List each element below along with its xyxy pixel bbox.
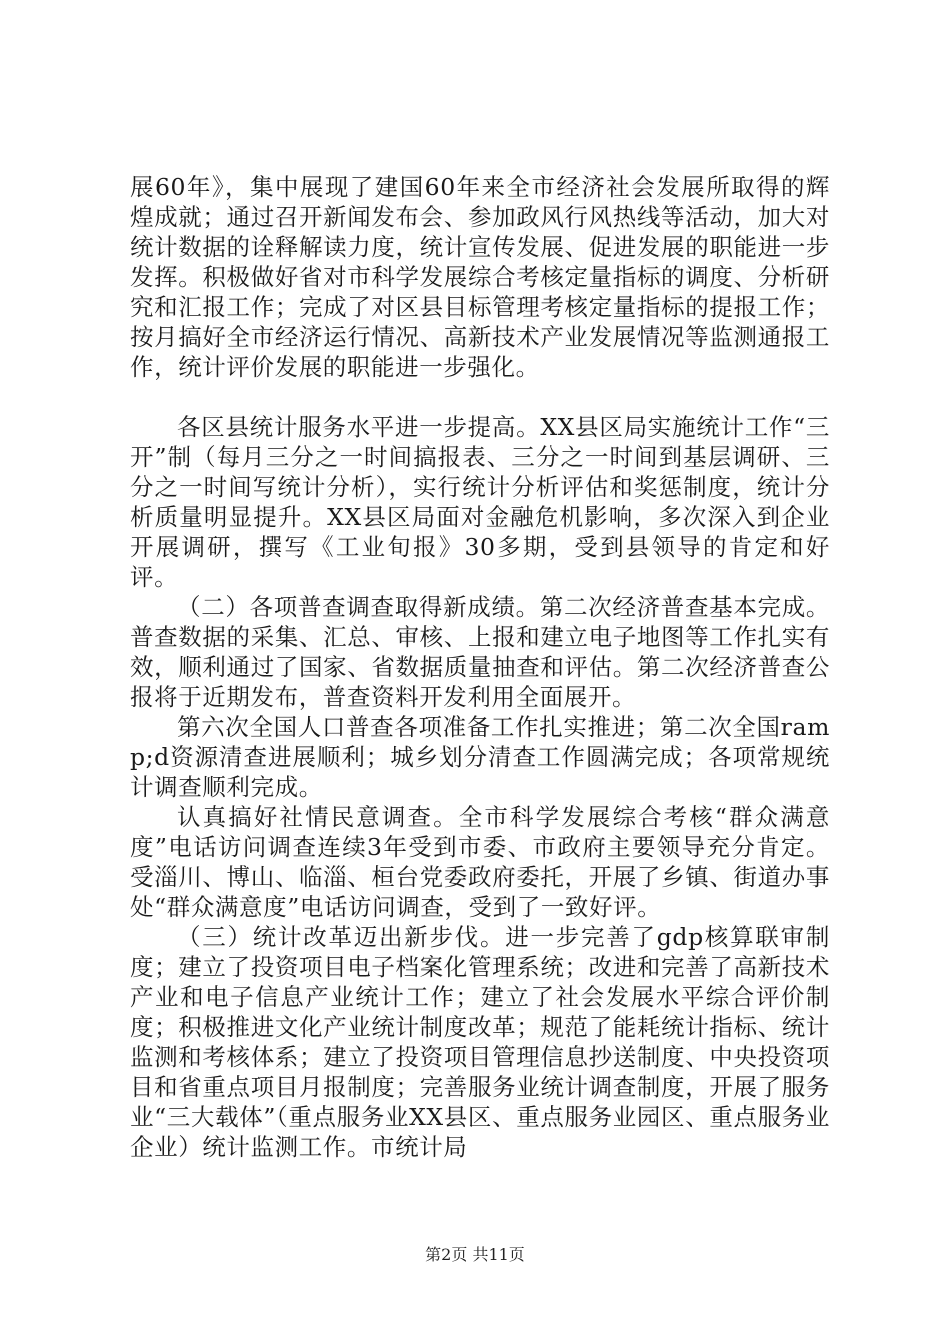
- document-body: [130, 172, 830, 1162]
- paragraph-population-census: 第六次全国人口普查各项准备工作扎实推进；第二次全国ramp;d资源清查进展顺利；城乡划分清查工作圆满完成；各项常规统计调查顺利完成。: [130, 713, 830, 801]
- paragraph-census-achievements: （二）各项普查调查取得新成绩。第二次经济普查基本完成。普查数据的采集、汇总、审核、上报和建立电子地图等工作扎实有效，顺利通过了国家、省数据质量抽查和评估。第二次经济普查公报将于近期发布，普查资料开发利用全面展开。: [130, 593, 830, 711]
- paragraph-gap: [130, 382, 830, 412]
- paragraph-statistics-reform: （三）统计改革迈出新步伐。进一步完善了gdp核算联审制度；建立了投资项目电子档案化管理系统；改进和完善了高新技术产业和电子信息产业统计工作；建立了社会发展水平综合评价制度；积极推进文化产业统计制度改革；规范了能耗统计指标、统计监测和考核体系；建立了投资项目管理信息抄送制度、中央投资项目和省重点项目月报制度；完善服务业统计调查制度，开展了服务业“三大载体”（重点服务业XX县区、重点服务业园区、重点服务业企业）统计监测工作。市统计局: [130, 923, 830, 1161]
- paragraph-public-opinion-survey: 认真搞好社情民意调查。全市科学发展综合考核“群众满意度”电话访问调查连续3年受到市委、市政府主要领导充分肯定。受淄川、博山、临淄、桓台党委政府委托，开展了乡镇、街道办事处“群众满意度”电话访问调查，受到了一致好评。: [130, 803, 830, 921]
- page-number-footer: 第2页 共11页: [425, 1245, 525, 1264]
- paragraph-continuation: 展60年》，集中展现了建国60年来全市经济社会发展所取得的辉煌成就；通过召开新闻发布会、参加政风行风热线等活动，加大对统计数据的诠释解读力度，统计宣传发展、促进发展的职能进一步发挥。积极做好省对市科学发展综合考核定量指标的调度、分析研究和汇报工作；完成了对区县目标管理考核定量指标的提报工作；按月搞好全市经济运行情况、高新技术产业发展情况等监测通报工作，统计评价发展的职能进一步强化。: [130, 173, 830, 381]
- paragraph-county-services: 各区县统计服务水平进一步提高。XX县区局实施统计工作“三开”制（每月三分之一时间搞报表、三分之一时间到基层调研、三分之一时间写统计分析），实行统计分析评估和奖惩制度，统计分析质量明显提升。XX县区局面对金融危机影响，多次深入到企业开展调研，撰写《工业旬报》30多期，受到县领导的肯定和好评。: [130, 413, 830, 591]
